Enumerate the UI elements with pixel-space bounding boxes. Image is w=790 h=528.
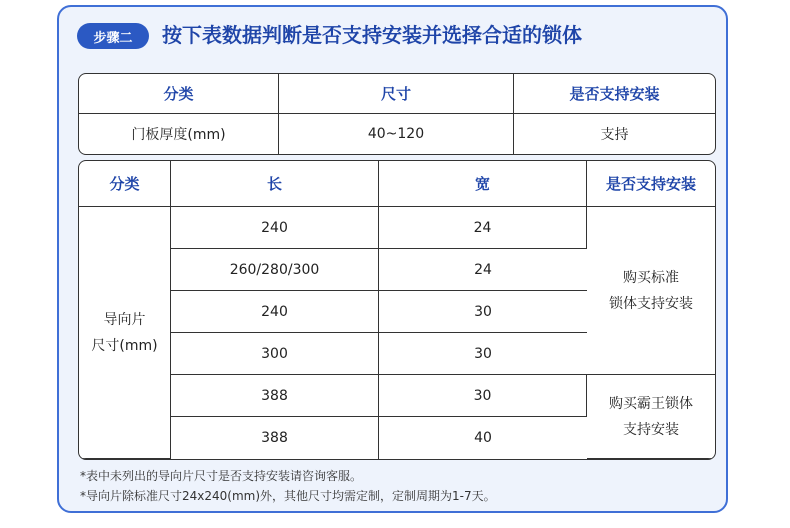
cell-length: 260/280/300 [171,249,379,291]
cell-width: 30 [379,375,587,417]
cell-width: 30 [379,333,587,375]
cell-width: 40 [474,430,492,446]
cell-support: 支持 [600,127,629,143]
cell-category: 门板厚度(mm) [79,114,279,154]
cell-length: 388 [171,417,379,459]
table-row [79,114,715,154]
table-row [79,207,715,249]
door-thickness-table [78,73,716,155]
footnotes [80,466,496,506]
cell-support-standard [587,207,715,375]
header-length: 长 [171,161,379,207]
cell-width: 24 [379,249,587,291]
header-support: 是否支持安装 [587,161,715,207]
table-row [79,375,715,417]
cell-length: 240 [171,207,379,249]
support-label-line1: 购买霸王锁体 [609,395,693,412]
cell-size: 40~120 [279,114,514,154]
step-badge: 步骤二 [77,23,149,49]
support-label-line1: 购买标准 [623,269,679,286]
header-size: 尺寸 [279,74,514,114]
footnote: *导向片除标准尺寸24x240(mm)外，其他尺寸均需定制，定制周期为1-7天。 [80,489,496,503]
footnote: *表中未列出的导向片尺寸是否支持安装请咨询客服。 [80,469,363,483]
cell-length: 388 [171,375,379,417]
cell-category-merged [79,207,171,459]
header-support: 是否支持安装 [514,74,715,114]
cell-length: 300 [171,333,379,375]
support-label-line2: 支持安装 [623,421,679,438]
header-width: 宽 [379,161,587,207]
category-label-line1: 导向片 [103,311,146,328]
cell-support-bawang [587,375,715,459]
guide-plate-table [78,160,716,460]
category-label-line2: 尺寸(mm) [91,337,158,354]
table-header-row [79,161,715,207]
support-label-line2: 锁体支持安装 [609,295,693,312]
cell-width: 30 [379,291,587,333]
header-category: 分类 [79,74,279,114]
cell-length: 240 [171,291,379,333]
table-header-row [79,74,715,114]
cell-width: 24 [379,207,587,249]
header-category: 分类 [79,161,171,207]
page-title: 按下表数据判断是否支持安装并选择合适的锁体 [162,23,582,47]
